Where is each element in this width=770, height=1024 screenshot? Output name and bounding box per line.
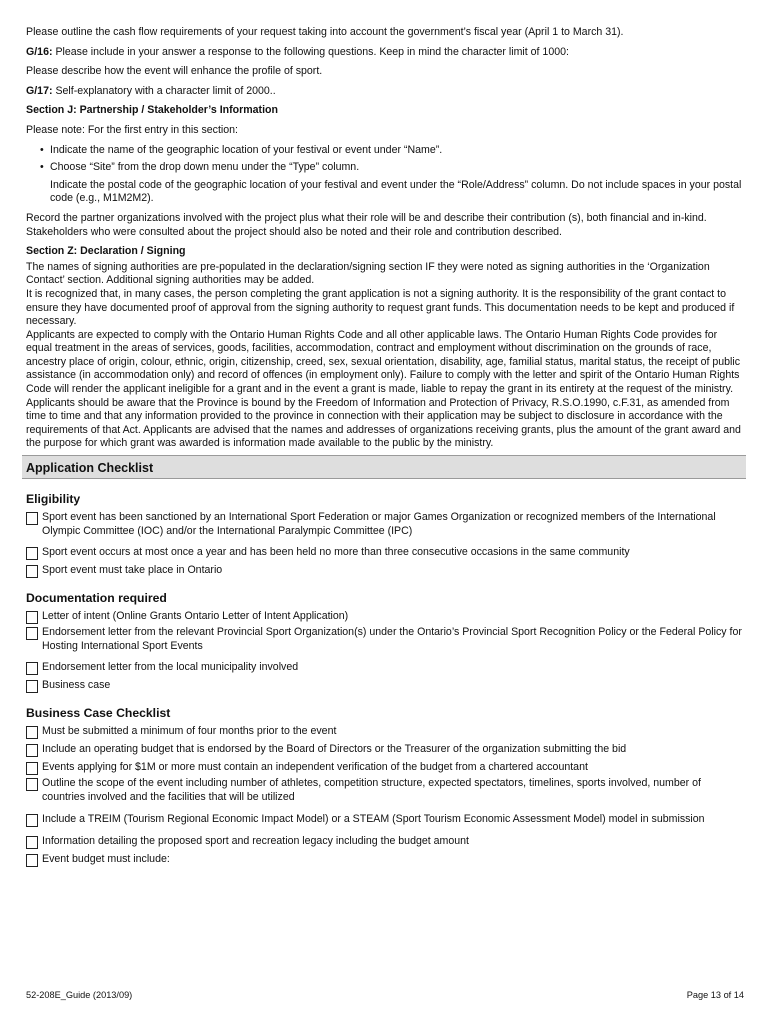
checklist-row (26, 511, 744, 538)
eligibility-heading: Eligibility (26, 492, 81, 507)
section-j-bullet-name: • Indicate the name of the geographic location of your festival or event under “Name”. (40, 144, 744, 158)
checklist-item-text: Sport event must take place in Ontario (42, 564, 223, 577)
section-j-bullet-site: • Choose “Site” from the drop down menu under the “Type” column. (40, 161, 744, 175)
g16-text: Please include in your answer a response to the following questions. Keep in mind the character limit of 1000: (52, 45, 569, 58)
documentation-heading: Documentation required (26, 591, 167, 606)
section-j-record-paragraph: Record the partner organizations involved with the project plus what their role will be and describe their contribution (s), both financial and in-kind. Stakeholders who were consulted about the project should also be noted and their role and contribution described. (26, 211, 707, 238)
checklist-row (26, 813, 744, 827)
section-z-paragraph-1: The names of signing authorities are pre-populated in the declaration/signing section IF they were noted as signing authorities in the ‘Organization Contact’ section. Additional signing authorities may be added. (26, 260, 710, 287)
checklist-item-text: Endorsement letter from the relevant Provincial Sport Organization(s) under the Ontario’s Provincial Sport Recognition Policy or the Federal Policy for Hosting International Sport Events (42, 626, 742, 652)
checkbox[interactable] (26, 836, 38, 849)
checklist-item-text: Information detailing the proposed sport and recreation legacy including the budget amount (42, 834, 469, 847)
checkbox[interactable] (26, 726, 38, 739)
section-j-postal-note: Indicate the postal code of the geographic location of your festival and event under the “Role/Address” column. Do not include spaces in your postal code (e.g., M1M2M2). (50, 178, 742, 205)
checklist-item-text: Sport event occurs at most once a year and has been held no more than three consecutive occasions in the same community (42, 546, 630, 559)
guide-page (26, 26, 744, 871)
page-number: Page 13 of 14 (686, 990, 744, 1000)
checklist-row (26, 546, 744, 560)
checklist-item-text: Sport event has been sanctioned by an International Sport Federation or major Games Organization or recognized members of the International Olympic Committee (IOC) and/or the International Paralympic Committee (IPC) (42, 511, 716, 537)
checkbox[interactable] (26, 662, 38, 675)
checkbox[interactable] (26, 680, 38, 693)
checklist-row (26, 679, 744, 693)
g17-label: G/17: (26, 84, 53, 97)
cash-flow-paragraph: Please outline the cash flow requirements of your request taking into account the government’s fiscal year (April 1 to March 31). (26, 26, 624, 38)
checklist-row (26, 626, 744, 653)
checklist-row (26, 610, 744, 624)
checklist-item-text: Must be submitted a minimum of four months prior to the event (42, 725, 337, 738)
section-j-note: Please note: For the first entry in this section: (26, 123, 238, 136)
checklist-item-text: Include an operating budget that is endorsed by the Board of Directors or the Treasurer of the organization submitting the bid (42, 743, 627, 756)
section-j-bullets (40, 144, 744, 175)
g17-text: Self-explanatory with a character limit of 2000.. (52, 84, 276, 97)
checkbox[interactable] (26, 744, 38, 757)
page-footer (26, 989, 744, 1003)
section-j-heading: Section J: Partnership / Stakeholder’s Information (26, 104, 278, 117)
form-id: 52-208E_Guide (2013/09) (26, 990, 133, 1000)
business-case-heading: Business Case Checklist (26, 706, 171, 721)
section-z-paragraph-3: Applicants are expected to comply with the Ontario Human Rights Code and all other applicable laws. The Ontario Human Rights Code provides for equal treatment in the areas of services, goods, facilities, accommodation, contract and employment without discrimination on the grounds of race, ancestry place of origin, colour, ethnic, origin, citizenship, creed, sex, sexual orientation, disability, age, familial status, marital status, the receipt of public assistance (in accommodation only) and record of offences (in employment only). Failure to comply with the letter and spirit of the Ontario Human Rights Code will render the applicant ineligible for a grant and in the event a grant is made, liable to repay the grant in its entirety at the request of the ministry. (26, 328, 741, 396)
checklist-row (26, 835, 744, 849)
g16-paragraph (26, 46, 744, 60)
checklist-row (26, 661, 744, 675)
checklist-item-text: Outline the scope of the event including number of athletes, competition structure, expected spectators, timelines, sports involved, number of countries involved and the facilities that will be utilized (42, 777, 701, 803)
checklist-item-text: Include a TREIM (Tourism Regional Economic Impact Model) or a STEAM (Sport Tourism Economic Assessment Model) model in submission (42, 812, 705, 825)
checkbox[interactable] (26, 611, 38, 624)
checkbox[interactable] (26, 814, 38, 827)
checkbox[interactable] (26, 627, 38, 640)
section-z-paragraph-4: Applicants should be aware that the Province is bound by the Freedom of Information and Protection of Privacy, R.S.O.1990, c.F.31, as amended from time to time and that any information provided to the province in connection with their application may be subject to disclosure in accordance with the requirements of that Act. Applicants are advised that the names and addresses of organizations receiving grants, plus the amount of the grant award and the purpose for which grant was awarded is information made available to the public by the ministry. (26, 396, 741, 450)
application-checklist-header: Application Checklist (22, 455, 746, 479)
checklist-row (26, 777, 744, 804)
checklist-item-text: Letter of intent (Online Grants Ontario Letter of Intent Application) (42, 610, 349, 623)
describe-paragraph: Please describe how the event will enhance the profile of sport. (26, 65, 323, 78)
checkbox[interactable] (26, 512, 38, 525)
checklist-item-text: Business case (42, 679, 111, 692)
checkbox[interactable] (26, 762, 38, 775)
g17-paragraph (26, 85, 744, 99)
checklist-row (26, 743, 744, 757)
checklist-item-text: Event budget must include: (42, 852, 170, 865)
checkbox[interactable] (26, 778, 38, 791)
checklist-row (26, 761, 744, 775)
checklist-item-text: Endorsement letter from the local municipality involved (42, 661, 299, 674)
section-z-heading: Section Z: Declaration / Signing (26, 245, 186, 258)
checklist-row (26, 853, 744, 867)
checkbox[interactable] (26, 547, 38, 560)
g16-label: G/16: (26, 45, 53, 58)
checklist-row (26, 725, 744, 739)
section-z-paragraph-2: It is recognized that, in many cases, the person completing the grant application is not a signing authority. It is the responsibility of the grant contact to ensure they have documented proof of approval from the signing authority to request grant funds. This documentation needs to be kept and produced if necessary. (26, 287, 735, 328)
checklist-row (26, 564, 744, 578)
checkbox[interactable] (26, 565, 38, 578)
checklist-item-text: Events applying for $1M or more must contain an independent verification of the budget from a chartered accountant (42, 761, 588, 774)
checkbox[interactable] (26, 854, 38, 867)
